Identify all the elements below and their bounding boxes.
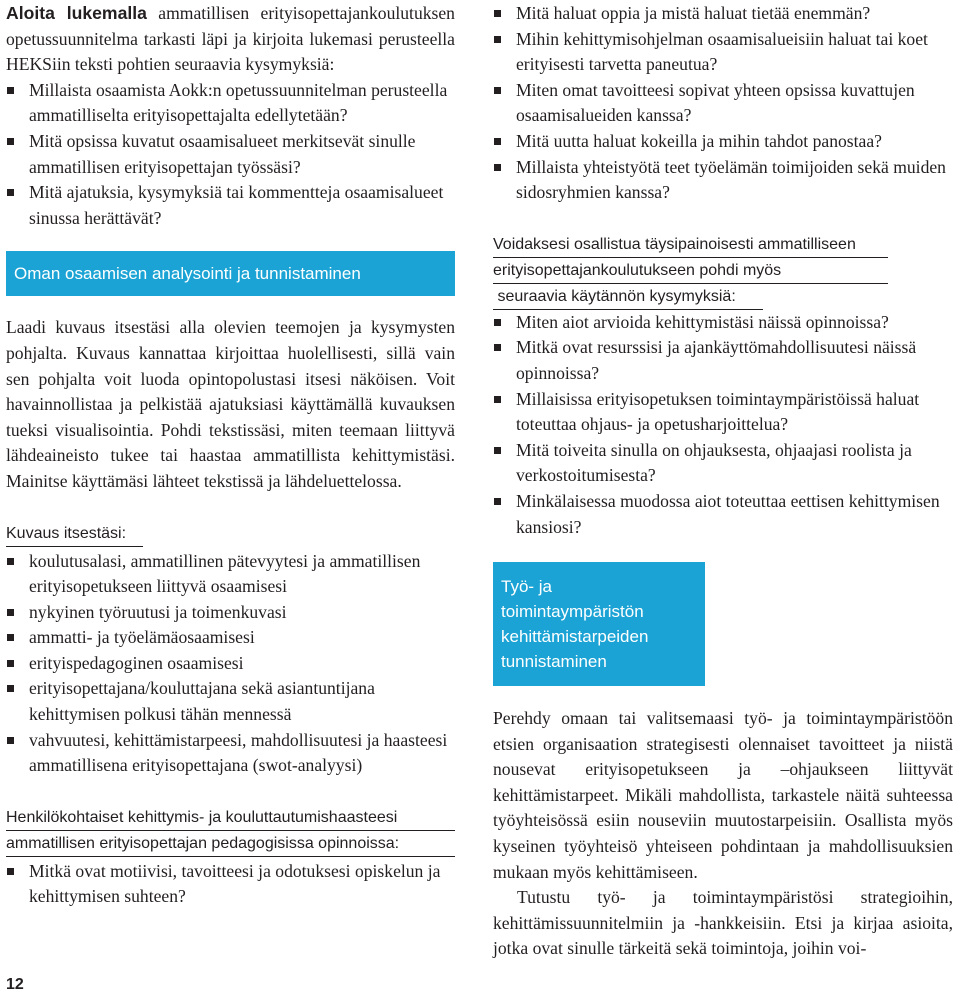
environment-paragraph-1: Perehdy omaan tai valitsemaasi työ- ja toimintaympäristöön etsien organisaation strategisesti olennaiset tavoitteet ja niistä nousevat erityisopetukseen ja –ohjaukseen liittyvät kehittämistarpeet. Mikäli mahdollista, tarkastele näitä suhteessa työyhteisössä esiin nouseviin muutostarpeisiin. Osallista myös kyseinen työyhteisö yhteiseen pohdintaan ja mahdollisuuksien mukaan myös kehittämiseen.	[493, 708, 953, 882]
personal-challenges-list	[6, 859, 455, 910]
learning-goals-list	[493, 1, 953, 206]
page-number: 12	[6, 976, 24, 993]
intro-paragraph	[6, 1, 455, 78]
list-item: Millaista osaamista Aokk:n opetussuunnitelman perusteella ammatilliselta erityisopettajalta edellytetään?	[6, 78, 455, 129]
list-item: Mihin kehittymisohjelman osaamisalueisiin haluat tai koet erityisesti tarvetta paneutua?	[493, 27, 953, 78]
list-item: Miten aiot arvioida kehittymistäsi näissä opinnoissa?	[493, 310, 953, 336]
list-item: Minkälaisessa muodossa aiot toteuttaa eettisen kehittymisen kansiosi?	[493, 489, 953, 540]
section-banner-own-competence: Oman osaamisen analysointi ja tunnistaminen	[6, 251, 455, 296]
practical-questions-list	[493, 310, 953, 540]
list-item: Mitä opsissa kuvatut osaamisalueet merkitsevät sinulle ammatillisen erityisopettajan työssäsi?	[6, 129, 455, 180]
intro-question-list	[6, 78, 455, 232]
left-column	[6, 0, 455, 910]
personal-challenges-heading	[6, 805, 455, 857]
participation-heading-line1: Voidaksesi osallistua täysipainoisesti ammatilliseen	[493, 232, 888, 258]
list-item: koulutusalasi, ammatillinen pätevyytesi ja ammatillisen erityisopetukseen liittyvä osaamisesi	[6, 549, 455, 600]
intro-text: ammatillisen erityisopettajankoulutuksen opetussuunnitelma tarkasti läpi ja kirjoita lukemasi perusteella HEKSiin teksti pohtien seuraavia kysymyksiä:	[6, 3, 455, 75]
list-item: Millaista yhteistyötä teet työelämän toimijoiden sekä muiden sidosryhmien kanssa?	[493, 155, 953, 206]
environment-paragraph-2: Tutustu työ- ja toimintaympäristösi strategioihin, kehittämissuunnitelmiin ja -hankkeisiin. Etsi ja kirjaa asioita, jotka ovat sinulle tärkeitä sekä toimintoja, joihin voi-	[493, 887, 953, 959]
self-description-heading	[6, 521, 455, 547]
list-item: Mitkä ovat resurssisi ja ajankäyttömahdollisuutesi näissä opinnoissa?	[493, 335, 953, 386]
list-item: Mitä ajatuksia, kysymyksiä tai kommentteja osaamisalueet sinussa herättävät?	[6, 180, 455, 231]
personal-challenges-heading-line2: ammatillisen erityisopettajan pedagogisissa opinnoissa:	[6, 831, 455, 857]
intro-bold-lead: Aloita lukemalla	[6, 3, 147, 23]
list-item: nykyinen työruutusi ja toimenkuvasi	[6, 600, 455, 626]
participation-heading-line3: seuraavia käytännön kysymyksiä:	[493, 284, 763, 310]
list-item: Mitä haluat oppia ja mistä haluat tietää enemmän?	[493, 1, 953, 27]
analysis-paragraph: Laadi kuvaus itsestäsi alla olevien teemojen ja kysymysten pohjalta. Kuvaus kannattaa kirjoittaa huolellisesti, sillä vain sen pohjalta voit luoda opintopolustasi itsesi näköisen. Voit havainnollistaa ja pelkistää ajatuksiasi käyttämällä kuvauksen tueksi visualisointia. Pohdi tekstissäsi, miten teemaan liittyvä lähdeaineisto tukee tai haastaa ammatillista kehittymistäsi. Mainitse käyttämäsi lähteet tekstissä ja lähdeluettelossa.	[6, 317, 455, 491]
right-column	[493, 0, 953, 962]
participation-heading-line2: erityisopettajankoulutukseen pohdi myös	[493, 258, 888, 284]
self-description-heading-text: Kuvaus itsestäsi:	[6, 521, 143, 547]
list-item: Mitkä ovat motiivisi, tavoitteesi ja odotuksesi opiskelun ja kehittymisen suhteen?	[6, 859, 455, 910]
list-item: erityisopettajana/kouluttajana sekä asiantuntijana kehittymisen polkusi tähän mennessä	[6, 676, 455, 727]
list-item: Mitä uutta haluat kokeilla ja mihin tahdot panostaa?	[493, 129, 953, 155]
section-banner-work-environment: Työ- ja toimintaympäristön kehittämistarpeiden tunnistaminen	[493, 562, 705, 686]
list-item: Millaisissa erityisopetuksen toimintaympäristöissä haluat toteuttaa ohjaus- ja opetusharjoittelua?	[493, 387, 953, 438]
list-item: erityispedagoginen osaamisesi	[6, 651, 455, 677]
list-item: vahvuutesi, kehittämistarpeesi, mahdollisuutesi ja haasteesi ammatillisena erityisopettajana (swot-analyysi)	[6, 728, 455, 779]
personal-challenges-heading-line1: Henkilökohtaiset kehittymis- ja kouluttautumishaasteesi	[6, 805, 455, 831]
list-item: ammatti- ja työelämäosaamisesi	[6, 625, 455, 651]
participation-heading	[493, 232, 953, 310]
list-item: Miten omat tavoitteesi sopivat yhteen opsissa kuvattujen osaamisalueiden kanssa?	[493, 78, 953, 129]
self-description-list	[6, 549, 455, 779]
list-item: Mitä toiveita sinulla on ohjauksesta, ohjaajasi roolista ja verkostoitumisesta?	[493, 438, 953, 489]
